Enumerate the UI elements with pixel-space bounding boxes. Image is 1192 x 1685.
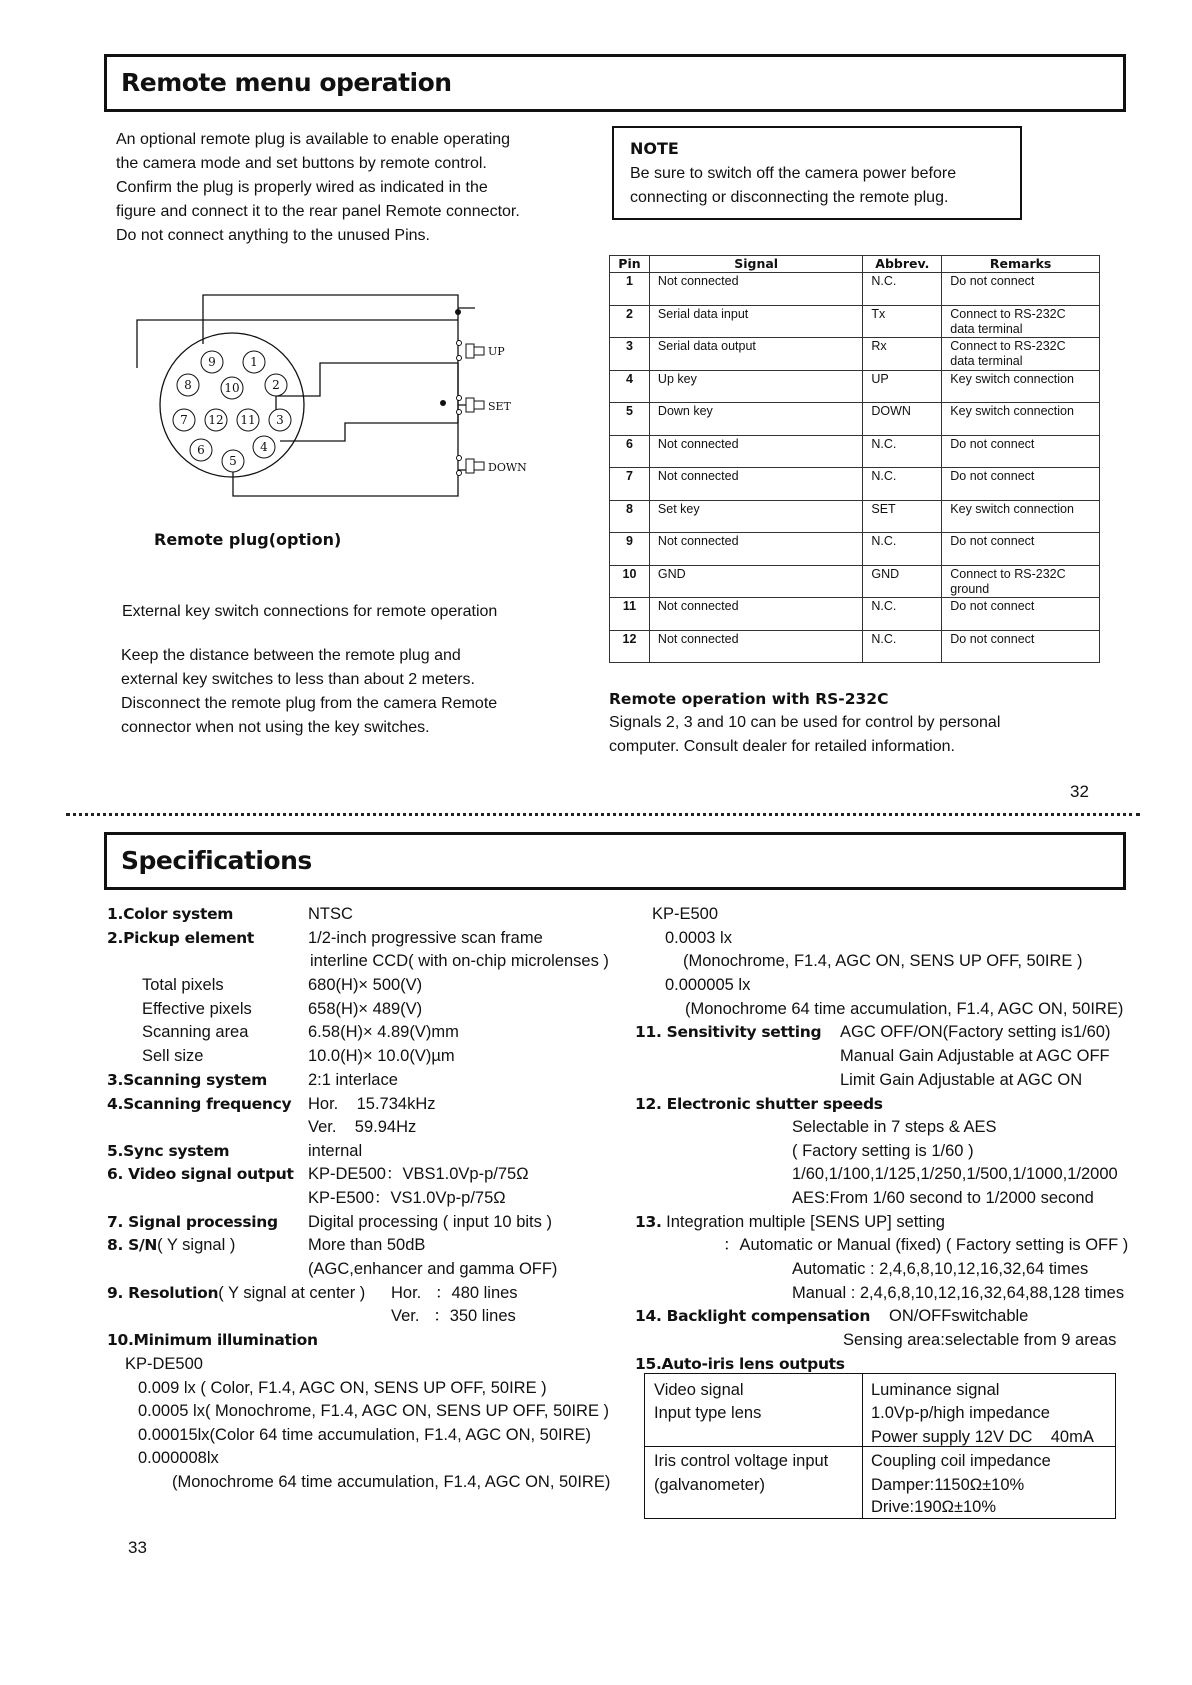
pin-number-cell: 9 [610,533,650,566]
table-row [610,435,1100,468]
spec-value: Ver. 59.94Hz [308,1118,417,1136]
iris-cell: Damper:1150Ω±10% [871,1476,1025,1494]
spec-label-resolution [107,1281,365,1305]
iris-cell: Luminance signal [871,1381,1000,1399]
note-line: connecting or disconnecting the remote plug. [630,189,949,206]
distance-line: external key switches to less than about 2 meters. [121,671,475,688]
spec-label: 4.Scanning frequency [107,1095,292,1113]
pin-label: 12 [208,413,224,427]
spec-label: 15.Auto-iris lens outputs [635,1355,845,1373]
pin-number-cell: 5 [610,403,650,436]
pin-number-cell: 2 [610,305,650,338]
spec-value: 0.0003 lx [665,929,732,947]
spec-value: 0.00015lx(Color 64 time accumulation, F1.4, AGC ON, 50IRE) [138,1426,592,1444]
specs-title-box [104,832,1126,890]
abbrev-cell: Tx [863,305,942,338]
iris-cell: (galvanometer) [654,1476,765,1494]
page-number-33: 33 [128,1538,147,1557]
note-title: NOTE [630,139,679,158]
distance-line: connector when not using the key switches. [121,719,430,736]
intro-paragraph [116,128,586,248]
table-row [610,598,1100,631]
intro-line: An optional remote plug is available to enable operating [116,131,511,148]
remote-title-box [104,54,1126,112]
iris-cell: Coupling coil impedance [871,1452,1051,1470]
spec-value: interline CCD( with on-chip microlenses ) [310,952,609,970]
remote-title: Remote menu operation [121,68,452,97]
spec-value: ( Factory setting is 1/60 ) [792,1142,974,1160]
table-row [610,370,1100,403]
note-box [612,126,1022,220]
table-row [610,273,1100,306]
table-row [610,630,1100,663]
spec-value: AES:From 1/60 second to 1/2000 second [792,1189,1094,1207]
abbrev-cell: N.C. [863,598,942,631]
pin-label: 9 [208,355,216,369]
abbrev-cell: Rx [863,338,942,371]
spec-value: Limit Gain Adjustable at AGC ON [840,1071,1083,1089]
table-row [610,468,1100,501]
pin-number-cell: 11 [610,598,650,631]
signal-cell: Not connected [649,630,862,663]
remarks-cell: Do not connect [942,273,1100,306]
distance-paragraph [121,644,541,740]
iris-table [644,1373,1116,1519]
spec-label: 6. Video signal output [107,1165,294,1183]
spec-value: (Monochrome, F1.4, AGC ON, SENS UP OFF, 50IRE ) [683,952,1083,970]
table-row [610,533,1100,566]
remote-plug-diagram [120,280,540,520]
header-abbrev: Abbrev. [863,256,942,273]
spec-value: 6.58(H)× 4.89(V)mm [308,1023,459,1041]
pin-table-header [610,256,1100,273]
abbrev-cell: N.C. [863,533,942,566]
spec-label: 8. S/N [107,1236,158,1254]
spec-value: Sensing area:selectable from 9 areas [843,1331,1117,1349]
spec-value: 2:1 interlace [308,1071,398,1089]
abbrev-cell: N.C. [863,630,942,663]
spec-label: 14. Backlight compensation [635,1307,871,1325]
spec-label: 5.Sync system [107,1142,230,1160]
spec-value: 0.000005 lx [665,976,751,994]
iris-cell: Drive:190Ω±10% [871,1498,997,1516]
spec-value: 10.0(H)× 10.0(V)µm [308,1047,455,1065]
spec-sublabel: Effective pixels [142,1000,252,1018]
signal-cell: Not connected [649,598,862,631]
intro-line: Confirm the plug is properly wired as indicated in the [116,179,488,196]
iris-cell: Input type lens [654,1404,762,1422]
switch-symbols [457,341,485,476]
distance-line: Keep the distance between the remote plug and [121,647,461,664]
pin-label: 7 [180,413,188,427]
page-divider [66,813,1140,816]
spec-value: ：Automatic or Manual (fixed) ( Factory setting is OFF ) [723,1236,1129,1254]
signal-cell: Set key [649,500,862,533]
spec-label: 2.Pickup element [107,929,255,947]
page-number-32: 32 [1070,782,1089,801]
signal-cell: Not connected [649,273,862,306]
spec-value: Hor. ：480 lines [391,1284,518,1302]
spec-value: ON/OFFswitchable [889,1307,1029,1325]
pin-label: 8 [184,378,192,392]
spec-value: 680(H)× 500(V) [308,976,423,994]
abbrev-cell: N.C. [863,468,942,501]
table-row [610,305,1100,338]
spec-label: 10.Minimum illumination [107,1331,318,1349]
spec-value: Ver. ：350 lines [391,1307,516,1325]
abbrev-cell: UP [863,370,942,403]
abbrev-cell: SET [863,500,942,533]
ext-caption: External key switch connections for remote operation [122,603,498,620]
iris-cell: Iris control voltage input [654,1452,829,1470]
signal-cell: Not connected [649,468,862,501]
spec-value: 1/60,1/100,1/125,1/250,1/500,1/1000,1/2000 [792,1165,1118,1183]
remarks-cell: Connect to RS-232C data terminal [942,338,1100,371]
abbrev-cell: N.C. [863,273,942,306]
signal-cell: GND [649,565,862,598]
spec-value: Automatic : 2,4,6,8,10,12,16,32,64 times [792,1260,1089,1278]
spec-value: internal [308,1142,363,1160]
spec-value: Hor. 15.734kHz [308,1095,436,1113]
pin-number-cell: 8 [610,500,650,533]
header-signal: Signal [649,256,862,273]
remarks-cell: Connect to RS-232C ground [942,565,1100,598]
spec-value: 0.0005 lx( Monochrome, F1.4, AGC ON, SENS UP OFF, 50IRE ) [138,1402,610,1420]
abbrev-cell: DOWN [863,403,942,436]
pin-number-cell: 12 [610,630,650,663]
specs-title: Specifications [121,846,312,875]
spec-value: 0.009 lx ( Color, F1.4, AGC ON, SENS UP OFF, 50IRE ) [138,1379,547,1397]
remarks-cell: Key switch connection [942,500,1100,533]
remarks-cell: Do not connect [942,533,1100,566]
note-text [630,162,1020,210]
spec-value: More than 50dB [308,1236,426,1254]
spec-value: Digital processing ( input 10 bits ) [308,1213,552,1231]
pin-label: 6 [197,443,205,457]
remarks-cell: Connect to RS-232C data terminal [942,305,1100,338]
signal-cell: Serial data output [649,338,862,371]
spec-value: Manual Gain Adjustable at AGC OFF [840,1047,1110,1065]
switch-label-down: DOWN [488,461,527,474]
intro-line: Do not connect anything to the unused Pins. [116,227,430,244]
spec-value: KP-DE500：VBS1.0Vp-p/75Ω [308,1165,529,1183]
rs232-text [609,711,1089,759]
pin-label: 3 [276,413,284,427]
abbrev-cell: N.C. [863,435,942,468]
spec-label: 3.Scanning system [107,1071,267,1089]
spec-sublabel: Scanning area [142,1023,249,1041]
intro-line: the camera mode and set buttons by remote control. [116,155,487,172]
spec-value: (Monochrome 64 time accumulation, F1.4, AGC ON, 50IRE) [172,1473,611,1491]
spec-value: (Monochrome 64 time accumulation, F1.4, AGC ON, 50IRE) [685,1000,1124,1018]
pin-label: 5 [229,454,237,468]
spec-label: 7. Signal processing [107,1213,278,1231]
pin-label: 2 [272,378,280,392]
remarks-cell: Do not connect [942,468,1100,501]
spec-label-suffix: ( Y signal ) [157,1236,236,1254]
spec-label-integration [635,1210,945,1234]
spec-label-suffix: ( Y signal at center ) [218,1284,366,1302]
table-row [610,403,1100,436]
switch-label-set: SET [488,400,511,413]
header-remarks: Remarks [942,256,1100,273]
spec-value: KP-E500：VS1.0Vp-p/75Ω [308,1189,506,1207]
spec-label-number: 13. [635,1213,662,1231]
signal-cell: Down key [649,403,862,436]
pin-label: 4 [260,440,268,454]
remarks-cell: Do not connect [942,630,1100,663]
remarks-cell: Key switch connection [942,403,1100,436]
pin-table [609,255,1100,663]
spec-value: 658(H)× 489(V) [308,1000,423,1018]
intro-line: figure and connect it to the rear panel Remote connector. [116,203,520,220]
pin-label: 10 [224,381,240,395]
remarks-cell: Key switch connection [942,370,1100,403]
rs232-line: computer. Consult dealer for retailed information. [609,738,955,755]
signal-cell: Not connected [649,435,862,468]
iris-cell: 1.0Vp-p/high impedance [871,1404,1050,1422]
header-pin: Pin [610,256,650,273]
pin-number-cell: 4 [610,370,650,403]
iris-cell: Video signal [654,1381,744,1399]
spec-sublabel: Sell size [142,1047,204,1065]
pin-number-cell: 3 [610,338,650,371]
remarks-cell: Do not connect [942,598,1100,631]
signal-cell: Not connected [649,533,862,566]
spec-label: 11. Sensitivity setting [635,1023,822,1041]
table-row [610,565,1100,598]
spec-value: NTSC [308,905,353,923]
spec-sublabel: Total pixels [142,976,224,994]
pin-number-cell: 10 [610,565,650,598]
abbrev-cell: GND [863,565,942,598]
remarks-cell: Do not connect [942,435,1100,468]
pin-label: 1 [250,355,258,369]
pin-number-cell: 7 [610,468,650,501]
distance-line: Disconnect the remote plug from the camera Remote [121,695,498,712]
spec-value: Selectable in 7 steps & AES [792,1118,997,1136]
spec-value: (AGC,enhancer and gamma OFF) [308,1260,558,1278]
rs232-title: Remote operation with RS-232C [609,690,889,708]
pin-label: 11 [240,413,256,427]
spec-label: 9. Resolution [107,1284,219,1302]
spec-value: 0.000008lx [138,1449,219,1467]
spec-label-sn [107,1233,235,1257]
rs232-line: Signals 2, 3 and 10 can be used for control by personal [609,714,1001,731]
note-line: Be sure to switch off the camera power before [630,165,957,182]
signal-cell: Serial data input [649,305,862,338]
signal-cell: Up key [649,370,862,403]
table-row [610,500,1100,533]
spec-model: KP-DE500 [125,1355,203,1373]
switch-label-up: UP [488,345,505,358]
spec-label: 12. Electronic shutter speeds [635,1095,883,1113]
table-row [610,338,1100,371]
pin-number-cell: 6 [610,435,650,468]
spec-value: AGC OFF/ON(Factory setting is1/60) [840,1023,1111,1041]
spec-label: 1.Color system [107,905,234,923]
remote-plug-caption: Remote plug(option) [154,530,342,549]
spec-value: 1/2-inch progressive scan frame [308,929,543,947]
spec-model: KP-E500 [652,905,719,923]
iris-cell: Power supply 12V DC 40mA [871,1428,1094,1446]
spec-value: Manual : 2,4,6,8,10,12,16,32,64,88,128 times [792,1284,1125,1302]
spec-label: Integration multiple [SENS UP] setting [661,1213,945,1231]
pin-number-cell: 1 [610,273,650,306]
